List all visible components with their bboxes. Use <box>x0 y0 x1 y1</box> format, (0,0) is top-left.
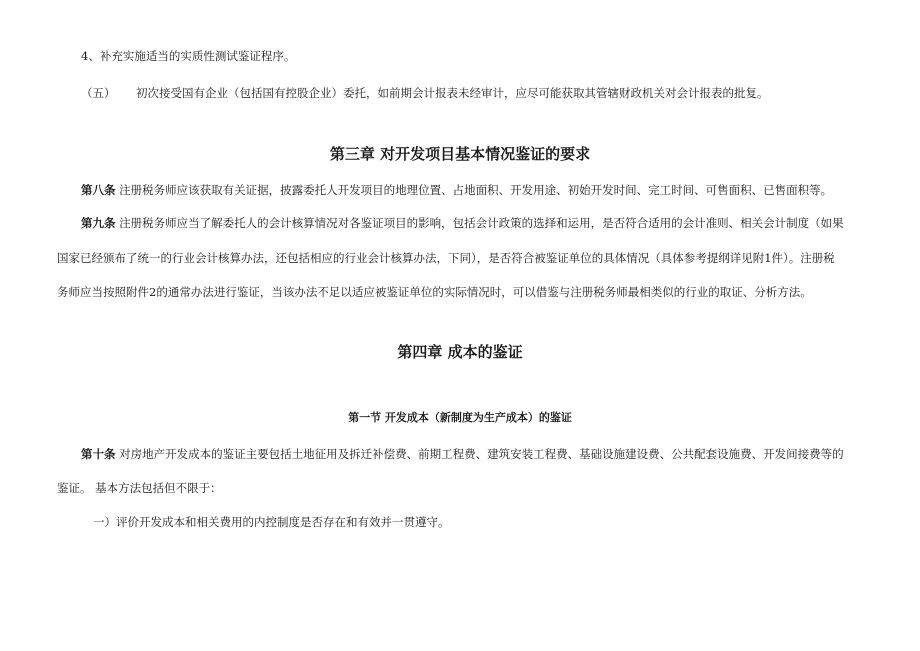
item-5-text: 初次接受国有企业（包括国有控股企业）委托，如前期会计报表未经审计，应尽可能获取其管辖财政机关对会计报表的批复。 <box>136 86 769 100</box>
section-1-title: 第一节 开发成本（新制度为生产成本）的鉴证 <box>348 411 572 424</box>
article-10-line-2: 鉴证。 基本方法包括但不限于： <box>57 481 222 495</box>
article-9-line-2: 国家已经颁布了统一的行业会计核算办法，还包括相应的行业会计核算办法，下同），是否符合被鉴证单位的具体情况（具体参考提纲详见附1件）。注册税 <box>57 251 835 265</box>
sub-item-1: 一）评价开发成本和相关费用的内控制度是否存在和有效并一贯遵守。 <box>93 515 450 529</box>
article-9-label: 第九条 <box>81 216 116 230</box>
item-4: 4、补充实施适当的实质性测试鉴证程序。 <box>81 49 296 63</box>
article-8-label: 第八条 <box>81 183 116 197</box>
item-5-number: （五） <box>81 86 116 100</box>
article-9-text-1: 注册税务师应当了解委托人的会计核算情况对各鉴证项目的影响，包括会计政策的选择和运用，是否符合适用的会计准则、相关会计制度（如果 <box>119 216 844 230</box>
article-10-label: 第十条 <box>81 447 116 461</box>
article-10-text-1: 对房地产开发成本的鉴证主要包括土地征用及拆迁补偿费、前期工程费、建筑安装工程费、基础设施建设费、公共配套设施费、开发间接费等的 <box>119 447 844 461</box>
article-8-text: 注册税务师应该获取有关证据，披露委托人开发项目的地理位置、占地面积、开发用途、初始开发时间、完工时间、可售面积、已售面积等。 <box>119 183 833 197</box>
chapter-4-title: 第四章 成本的鉴证 <box>397 343 523 361</box>
article-9-line-1 <box>81 215 844 231</box>
chapter-3-title: 第三章 对开发项目基本情况鉴证的要求 <box>329 145 591 163</box>
article-9-line-3: 务师应当按照附件2的通常办法进行鉴证，当该办法不足以适应被鉴证单位的实际情况时，可以借鉴与注册税务师最相类似的行业的取证、分析方法。 <box>57 285 812 299</box>
article-8 <box>81 182 832 198</box>
article-10-line-1 <box>81 446 844 462</box>
